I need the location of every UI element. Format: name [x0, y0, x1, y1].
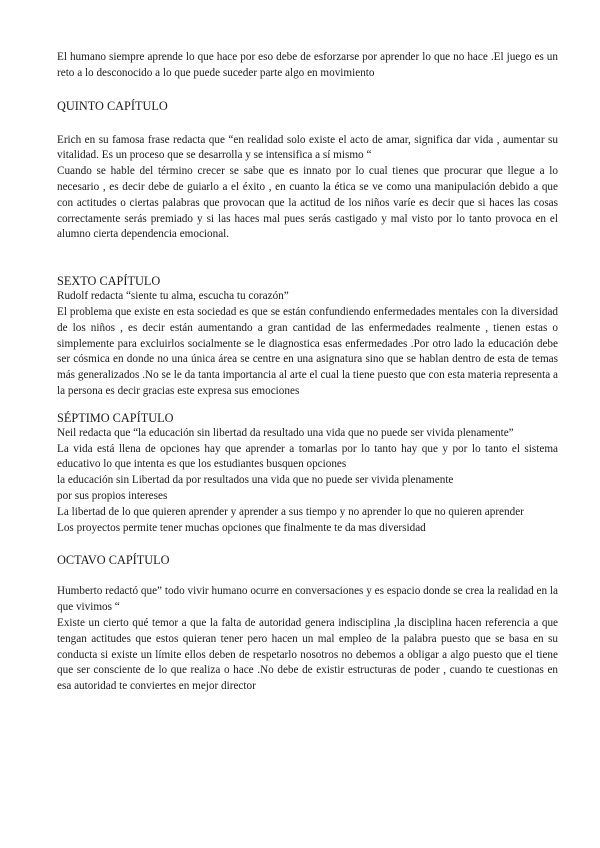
heading-septimo-capitulo: SÉPTIMO CAPÍTULO: [57, 410, 174, 425]
heading-quinto-capitulo: QUINTO CAPÍTULO: [57, 98, 168, 113]
sexto-body-paragraph: El problema que existe en esta sociedad es que se están confundiendo enfermedades mentales con la diversidad de los niños , es decir están aumentando a gran cantidad de las enfermedades realmente , tienen estas o simplemente para excluirlos socialmente se le diagnostica esas enfermedades .Por otro lado la educación debe ser cósmica en donde no una única área se centre en una asignatura sino que se hablan dentro de esta de temas más generalizados .No se le da tanta importancia al arte el cual la tiene puesto que con esta materia representa a la persona es decir gracias este expresa sus emociones: [57, 305, 558, 397]
septimo-line-6: Los proyectos permite tener muchas opciones que finalmente te da mas diversidad: [57, 521, 426, 534]
octavo-body-paragraph: Existe un cierto qué temor a que la falta de autoridad genera indisciplina ,la disciplina hacen referencia a que tengan actitudes que estos quieran tener pero hacen un mal empleo de la palabra puesto que se basa en su conducta si existe un límite ellos deben de respetarlo nosotros no debemos a obligar a algo puesto que el tiene que ser consciente de lo que realiza o hace .No debe de existir estructuras de poder , cuando te cuestionas en esa autoridad te conviertes en mejor director: [57, 616, 558, 693]
septimo-line-3: la educación sin Libertad da por resultados una vida que no puede ser vivida plenamente: [57, 474, 454, 487]
octavo-quote-paragraph: Humberto redactó que” todo vivir humano ocurre en conversaciones y es espacio donde se crea la realidad en la que vivimos “: [57, 585, 558, 614]
heading-sexto-capitulo: SEXTO CAPÍTULO: [57, 274, 161, 289]
sexto-quote-paragraph: Rudolf redacta “siente tu alma, escucha tu corazón”: [57, 290, 289, 303]
heading-octavo-capitulo: OCTAVO CAPÍTULO: [57, 553, 170, 568]
septimo-line-4: por sus propios intereses: [57, 489, 168, 502]
septimo-line-5: La libertad de lo que quieren aprender y aprender a sus tiempo y no aprender lo que no quieren aprender: [57, 505, 524, 518]
septimo-quote-paragraph: Neil redacta que “la educación sin libertad da resultado una vida que no puede ser vivida plenamente”: [57, 426, 514, 439]
quinto-body-paragraph: Cuando se hable del término crecer se sabe que es innato por lo cual tienes que procurar que llegue a lo necesario , es decir debe de guiarlo a el éxito , en cuanto la ética se ve como una manipulación debido a que con actitudes o ciertas palabras que provocan que la actitud de los niños varíe es decir que si haces las cosas correctamente serás premiado y si las haces mal pues serás castigado y mal visto por lo tanto provoca en el alumno cierta dependencia emocional.: [57, 165, 558, 241]
intro-paragraph: El humano siempre aprende lo que hace por eso debe de esforzarse por aprender lo que no hace .El juego es un reto a lo desconocido a lo que puede suceder parte algo en movimiento: [57, 51, 558, 79]
quinto-quote-paragraph: Erich en su famosa frase redacta que “en realidad solo existe el acto de amar, significa dar vida , aumentar su vitalidad. Es un proceso que se desarrolla y se intensifica a sí mismo “: [57, 133, 558, 162]
septimo-body-paragraph: La vida está llena de opciones hay que aprender a tomarlas por lo tanto hay que y por lo tanto el sistema educativo lo que intenta es que los estudiantes busquen opciones: [57, 442, 558, 471]
